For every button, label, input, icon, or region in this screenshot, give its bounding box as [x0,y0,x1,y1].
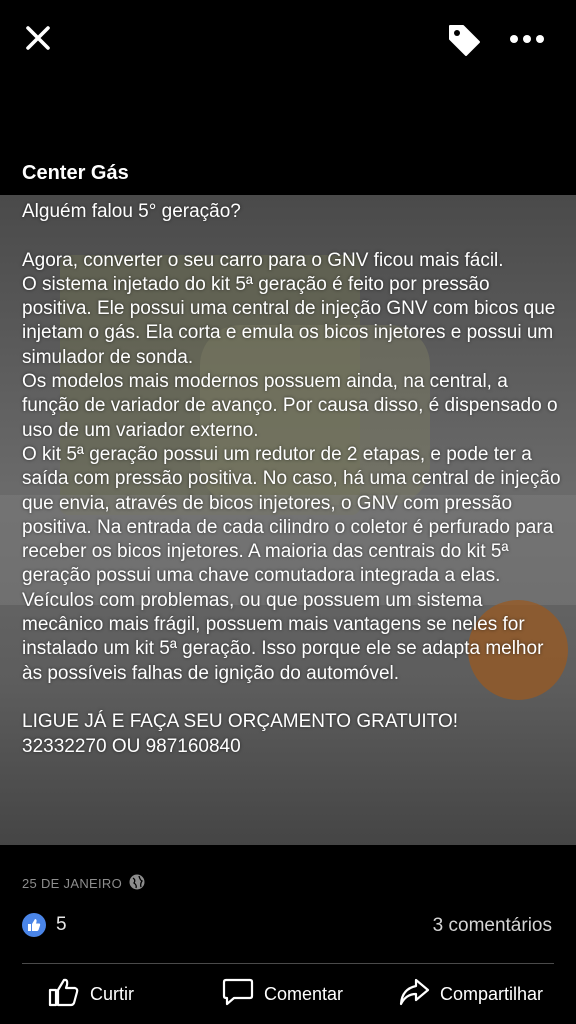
page-name[interactable]: Center Gás [22,162,129,184]
globe-icon [128,873,146,894]
tag-icon[interactable] [444,20,484,60]
like-label: Curtir [90,983,134,1004]
comments-count[interactable]: 3 comentários [432,915,552,936]
share-button[interactable] [398,974,543,1014]
thumbs-up-icon [48,977,80,1012]
top-bar [0,0,576,80]
like-reaction-icon [22,913,46,937]
comment-bubble-icon [222,977,254,1012]
more-icon[interactable] [506,22,548,56]
post-date: 25 DE JANEIRO [22,876,122,891]
close-icon[interactable] [20,20,56,56]
comment-button[interactable] [222,974,343,1014]
post-text: Alguém falou 5° geração? Agora, converter o seu carro para o GNV ficou mais fácil. O sistema injetado do kit 5ª geração é feito por pressão positiva. Ele possui uma central de injeção GNV com bicos que injetam o gás. Ela corta e emula os bicos injetores e possui um simulador de sonda. Os modelos mais modernos possuem ainda, na central, a função de variador de avanço. Por causa disso, é dispensado o uso de um variador externo. O kit 5ª geração possui um redutor de 2 etapas, e pode ter a saída com pressão positiva. No caso, há uma central de injeção que envia, através de bicos injetores, o GNV com pressão positiva. Na entrada de cada cilindro o coletor é perfurado para receber os bicos injetores. A maioria das centrais do kit 5ª geração possui uma chave comutadora integrada a elas. Veículos com problemas, ou que possuem um sistema mecânico mais frágil, possuem mais vantagens se neles for instalado um kit 5ª geração. Isso porque ele se adapta melhor às possíveis falhas de ignição do automóvel. LIGUE JÁ E FAÇA SEU ORÇAMENTO GRATUITO! 32332270 OU 987160840 [22,201,561,757]
share-label: Compartilhar [440,983,544,1004]
post-meta [22,873,146,894]
comment-label: Comentar [264,983,344,1004]
share-arrow-icon [398,977,430,1012]
reactions-summary[interactable] [22,913,67,937]
reaction-count: 5 [56,914,67,935]
divider [22,963,554,964]
like-button[interactable] [48,974,134,1014]
